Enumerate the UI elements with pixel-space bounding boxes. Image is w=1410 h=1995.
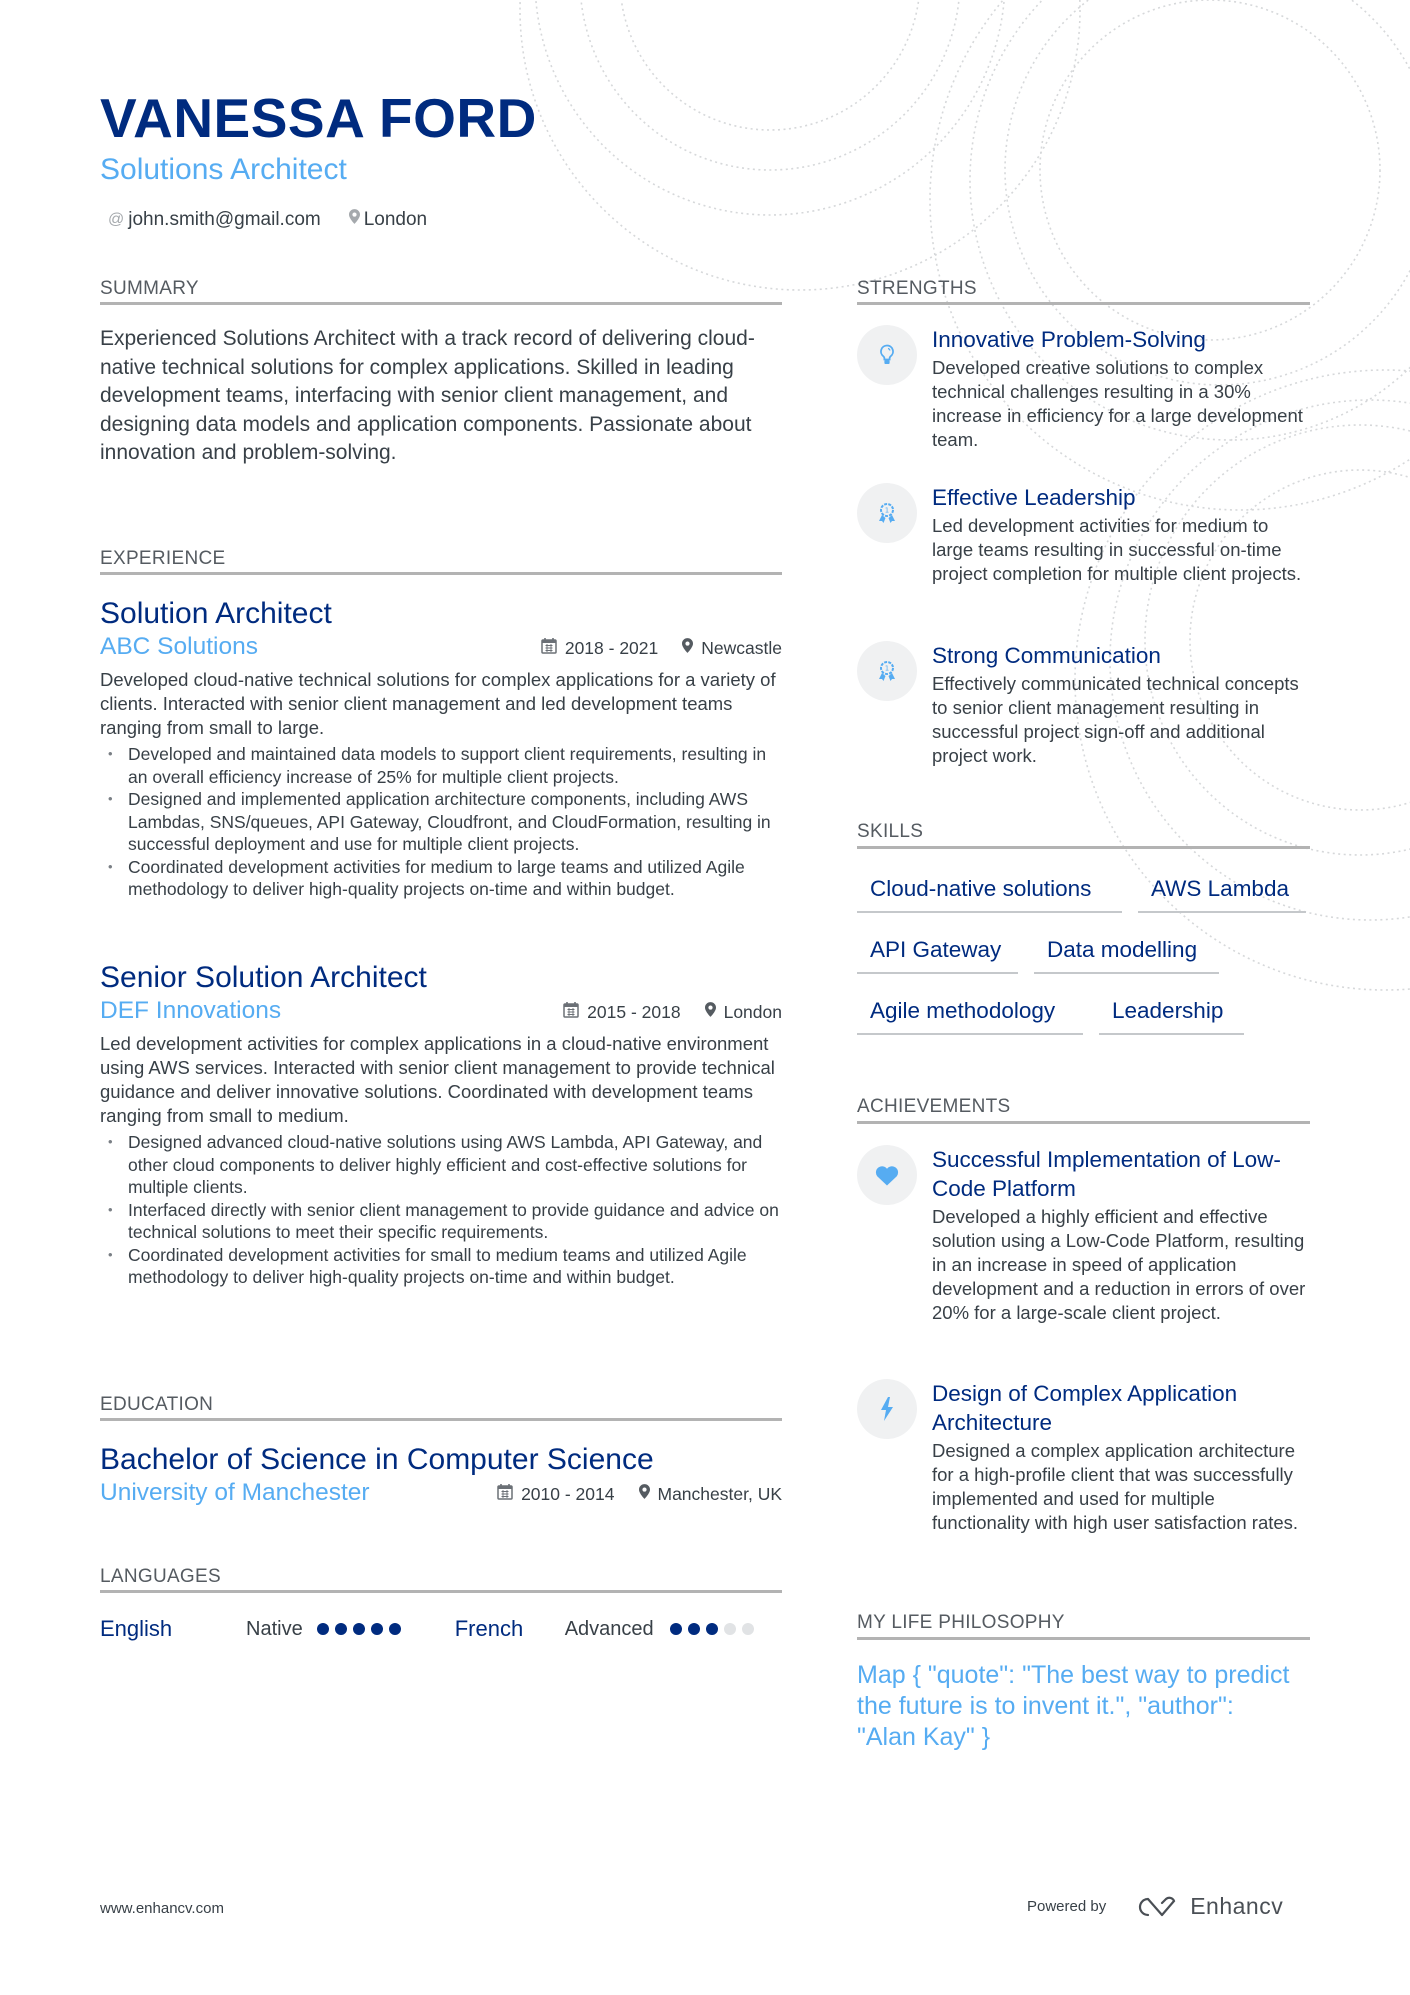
company-name: ABC Solutions bbox=[100, 633, 258, 660]
philosophy-quote: Map { "quote": "The best way to predict the future is to invent it.", "author": "Alan Kay" } bbox=[857, 1661, 1290, 1751]
strength-description: Developed creative solutions to complex technical challenges resulting in a 30% increase in efficiency for a large development team. bbox=[932, 357, 1303, 450]
svg-text:1: 1 bbox=[884, 506, 890, 515]
language-name: English bbox=[100, 1616, 173, 1641]
job-title: Solution Architect bbox=[100, 597, 332, 630]
strength-description: Led development activities for medium to large teams resulting in successful on-time project completion for multiple client projects. bbox=[932, 515, 1302, 584]
strength-item bbox=[857, 483, 1310, 586]
education-entry bbox=[100, 1442, 782, 1508]
email[interactable]: john.smith@gmail.com bbox=[128, 209, 321, 230]
map-pin-icon bbox=[349, 208, 360, 232]
job-bullets bbox=[100, 743, 782, 901]
rating-dot-filled bbox=[371, 1623, 383, 1635]
lightbulb-icon bbox=[857, 325, 917, 385]
job-title: Senior Solution Architect bbox=[100, 961, 427, 994]
company-name: DEF Innovations bbox=[100, 997, 282, 1024]
strength-title: Strong Communication bbox=[932, 643, 1161, 668]
language-name: French bbox=[454, 1616, 524, 1641]
rating-dot-empty bbox=[742, 1623, 754, 1635]
candidate-title: Solutions Architect bbox=[100, 153, 347, 186]
philosophy-heading: MY LIFE PHILOSOPHY bbox=[857, 1612, 1065, 1633]
strength-title: Effective Leadership bbox=[932, 485, 1136, 510]
summary-divider bbox=[100, 302, 782, 305]
svg-text:1: 1 bbox=[884, 664, 890, 673]
enhancv-logo[interactable] bbox=[1134, 1893, 1283, 1920]
language-rating bbox=[670, 1623, 754, 1635]
calendar-icon bbox=[563, 1001, 579, 1023]
rating-dot-filled bbox=[317, 1623, 329, 1635]
skill-tag: Data modelling bbox=[1034, 929, 1219, 974]
skills-list bbox=[857, 868, 1317, 1035]
strength-item bbox=[857, 325, 1310, 452]
job-dates: 2018 - 2021 bbox=[564, 637, 659, 658]
achievements-heading: ACHIEVEMENTS bbox=[857, 1096, 1011, 1117]
strength-title: Innovative Problem-Solving bbox=[932, 327, 1206, 352]
enhancv-logo-icon bbox=[1134, 1895, 1182, 1919]
job-description: Developed cloud-native technical solutions for complex applications for a variety of clients. Interacted with senior client management and led development teams ranging from small to large. bbox=[100, 669, 776, 738]
language-level: Native bbox=[246, 1618, 303, 1640]
award-ribbon-icon bbox=[857, 641, 917, 701]
languages-divider bbox=[100, 1590, 782, 1593]
calendar-icon bbox=[541, 637, 557, 659]
achievement-item bbox=[857, 1145, 1310, 1325]
achievement-description: Developed a highly efficient and effective solution using a Low-Code Platform, resulting in an increase in speed of application development and a reduction in errors of over 20% for a large-scale client project. bbox=[932, 1206, 1306, 1323]
education-dates: 2010 - 2014 bbox=[521, 1483, 615, 1504]
rating-dot-filled bbox=[335, 1623, 347, 1635]
skills-divider bbox=[857, 846, 1310, 849]
skill-tag: Leadership bbox=[1099, 990, 1244, 1035]
language-rating bbox=[317, 1623, 401, 1635]
education-divider bbox=[100, 1418, 782, 1421]
heart-icon bbox=[857, 1145, 917, 1205]
strength-description: Effectively communicated technical concepts to senior client management resulting in successful project sign-off and additional project work. bbox=[932, 673, 1299, 766]
bullet-item: • Interfaced directly with senior client management to provide guidance and advice on technical solutions to meet their specific requirements. bbox=[100, 1199, 782, 1244]
brand-name: Enhancv bbox=[1190, 1893, 1284, 1919]
footer-branding bbox=[1027, 1893, 1283, 1920]
calendar-icon bbox=[497, 1483, 513, 1505]
job-location: London bbox=[723, 1001, 782, 1022]
award-ribbon-icon bbox=[857, 483, 917, 543]
location: London bbox=[363, 209, 428, 230]
job-location: Newcastle bbox=[701, 637, 782, 658]
summary-heading: SUMMARY bbox=[100, 278, 199, 299]
strength-item bbox=[857, 641, 1310, 768]
map-pin-icon bbox=[682, 638, 693, 658]
job-dates: 2015 - 2018 bbox=[587, 1001, 681, 1022]
candidate-name: VANESSA FORD bbox=[100, 87, 537, 149]
bullet-item: • Designed advanced cloud-native solutions using AWS Lambda, API Gateway, and other cloud components to deliver highly efficient and cost-effective solutions for multiple clients. bbox=[100, 1131, 782, 1199]
degree: Bachelor of Science in Computer Science bbox=[100, 1443, 654, 1476]
achievement-title: Design of Complex Application Architecture bbox=[932, 1381, 1238, 1435]
languages-heading: LANGUAGES bbox=[100, 1566, 221, 1587]
job-entry bbox=[100, 960, 782, 1289]
lightning-bolt-icon bbox=[857, 1379, 917, 1439]
school-name: University of Manchester bbox=[100, 1479, 370, 1506]
rating-dot-filled bbox=[353, 1623, 365, 1635]
powered-by-label: Powered by bbox=[1027, 1898, 1107, 1915]
philosophy-divider bbox=[857, 1637, 1310, 1640]
job-bullets bbox=[100, 1131, 782, 1289]
achievements-divider bbox=[857, 1121, 1310, 1124]
job-entry bbox=[100, 596, 782, 901]
strengths-divider bbox=[857, 302, 1310, 305]
rating-dot-filled bbox=[389, 1623, 401, 1635]
language-level: Advanced bbox=[564, 1618, 654, 1640]
skill-tag: Cloud-native solutions bbox=[857, 868, 1122, 913]
achievement-item bbox=[857, 1379, 1310, 1535]
skill-tag: AWS Lambda bbox=[1138, 868, 1306, 913]
achievement-title: Successful Implementation of Low-Code Platform bbox=[932, 1147, 1281, 1201]
strengths-heading: STRENGTHS bbox=[857, 278, 977, 299]
map-pin-icon bbox=[639, 1484, 650, 1504]
bullet-item: • Coordinated development activities for small to medium teams and utilized Agile methodology to deliver high-quality projects on-time and within budget. bbox=[100, 1244, 782, 1289]
languages-row bbox=[100, 1615, 782, 1643]
job-description: Led development activities for complex applications in a cloud-native environment using AWS services. Interacted with senior client management to provide technical guidance and deliver innovative solutions. Coordinated with development teams ranging from small to medium. bbox=[100, 1033, 775, 1126]
education-heading: EDUCATION bbox=[100, 1394, 214, 1415]
bullet-item: • Developed and maintained data models to support client requirements, resulting in an overall efficiency increase of 25% for multiple client projects. bbox=[100, 743, 782, 788]
education-location: Manchester, UK bbox=[657, 1483, 782, 1504]
rating-dot-empty bbox=[724, 1623, 736, 1635]
rating-dot-filled bbox=[688, 1623, 700, 1635]
skills-heading: SKILLS bbox=[857, 821, 924, 842]
at-icon: @ bbox=[108, 211, 125, 228]
rating-dot-filled bbox=[706, 1623, 718, 1635]
map-pin-icon bbox=[705, 1002, 716, 1022]
experience-heading: EXPERIENCE bbox=[100, 548, 226, 569]
skill-tag: Agile methodology bbox=[857, 990, 1083, 1035]
contact-row bbox=[108, 208, 427, 232]
bullet-item: • Designed and implemented application architecture components, including AWS Lambdas, SNS/queues, API Gateway, Cloudfront, and CloudFormation, resulting in successful deployment and use for multiple client projects. bbox=[100, 788, 782, 856]
achievement-description: Designed a complex application architecture for a high-profile client that was successfully implemented and used for multiple functionality with high user satisfaction rates. bbox=[932, 1440, 1299, 1533]
footer-website[interactable]: www.enhancv.com bbox=[100, 1900, 224, 1917]
bullet-item: • Coordinated development activities for medium to large teams and utilized Agile methodology to deliver high-quality projects on-time and within budget. bbox=[100, 856, 782, 901]
summary-text: Experienced Solutions Architect with a track record of delivering cloud-native technical solutions for complex applications. Skilled in leading development teams, interfacing with senior client management, and designing data models and application components. Passionate about innovation and problem-solving. bbox=[100, 327, 755, 464]
experience-divider bbox=[100, 572, 782, 575]
skill-tag: API Gateway bbox=[857, 929, 1018, 974]
rating-dot-filled bbox=[670, 1623, 682, 1635]
